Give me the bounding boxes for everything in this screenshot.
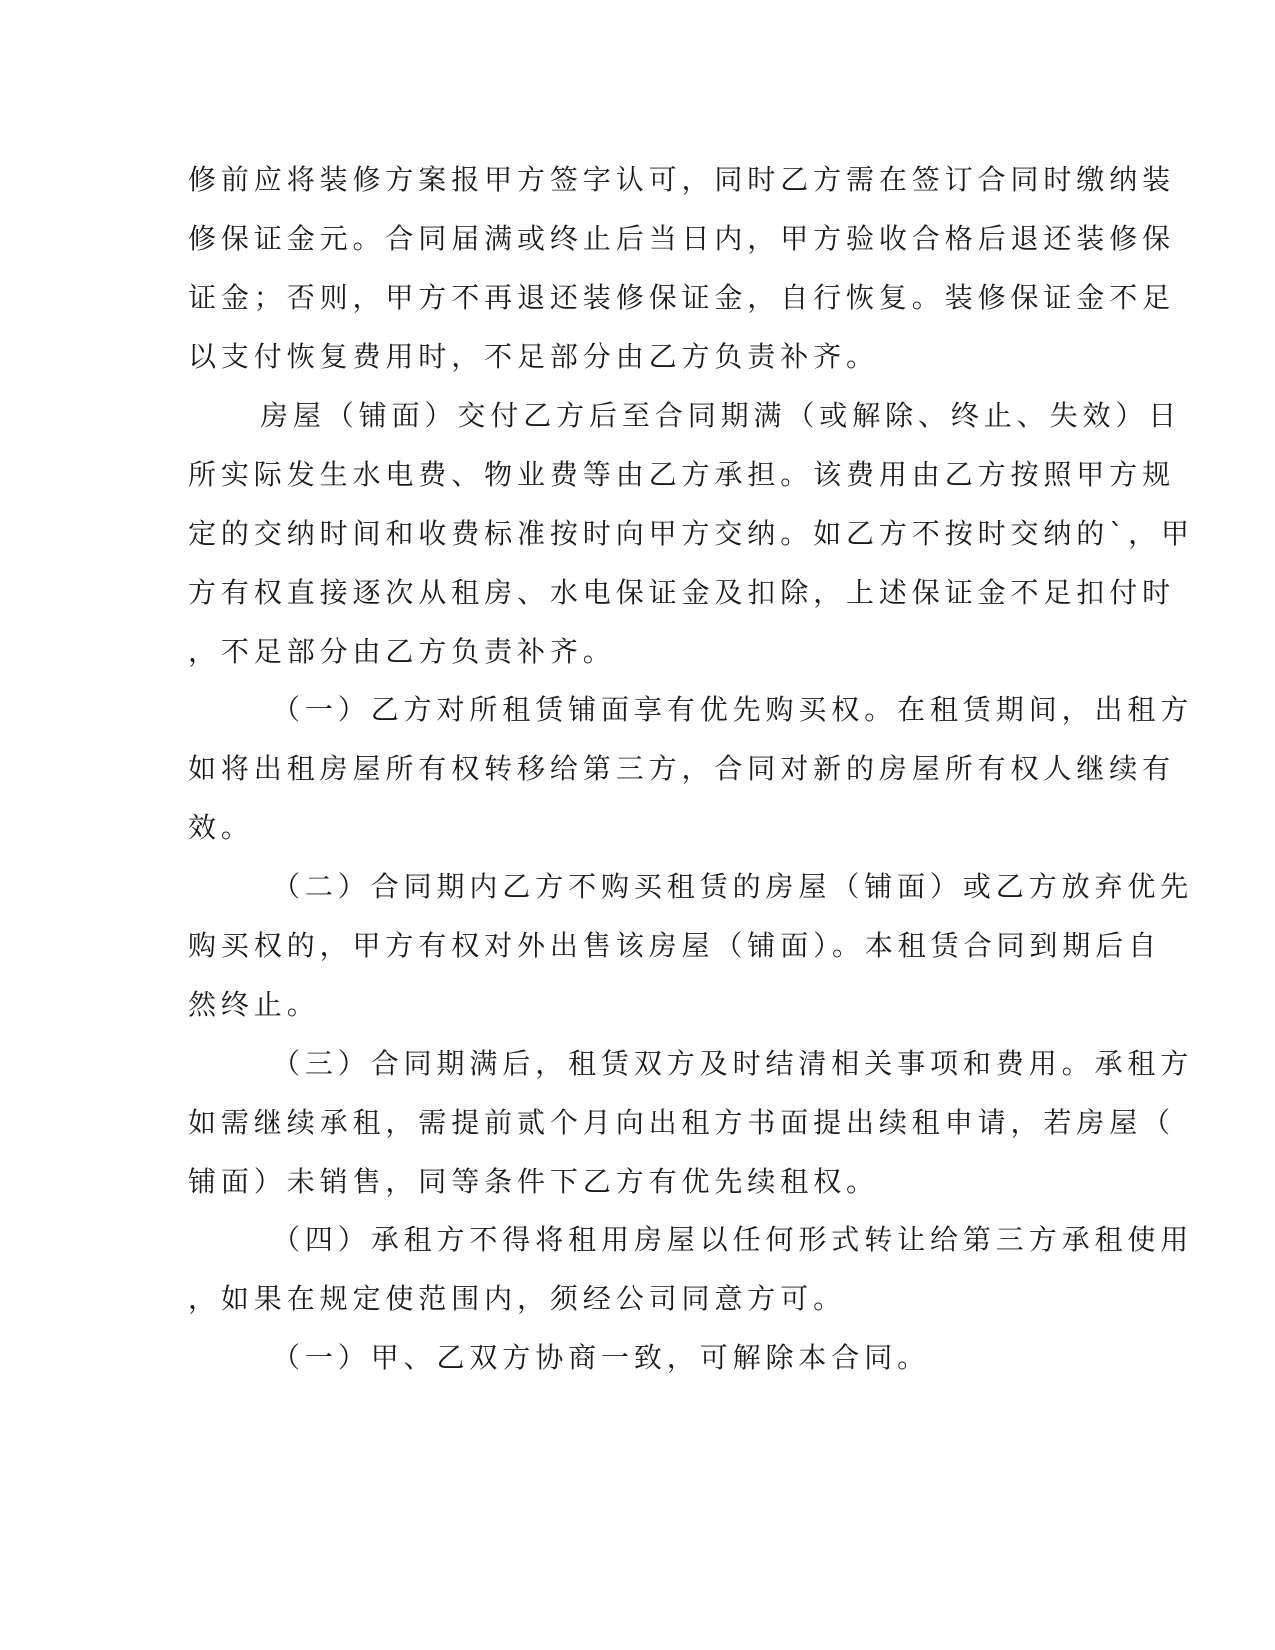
text-line: 购买权的，甲方有权对外出售该房屋（铺面）。本租赁合同到期后自 — [188, 929, 1162, 962]
paragraph-first-line: （一）甲、乙双方协商一致，可解除本合同。 — [272, 1341, 931, 1374]
text-line: ，不足部分由乙方负责补齐。 — [188, 635, 616, 668]
text-line: 然终止。 — [188, 988, 320, 1021]
text-line: 铺面）未销售，同等条件下乙方有优先续租权。 — [188, 1165, 879, 1198]
text-line: 如需继续承租，需提前贰个月向出租方书面提出续租申请，若房屋（ — [188, 1106, 1176, 1139]
text-line: 效。 — [188, 811, 254, 844]
text-line: 以支付恢复费用时，不足部分由乙方负责补齐。 — [188, 340, 879, 373]
paragraph-first-line: 房屋（铺面）交付乙方后至合同期满（或解除、终止、失效）日 — [260, 399, 1182, 432]
text-line: 所实际发生水电费、物业费等由乙方承担。该费用由乙方按照甲方规 — [188, 458, 1176, 491]
text-line: ，如果在规定使范围内，须经公司同意方可。 — [188, 1282, 847, 1315]
text-line: 定的交纳时间和收费标准按时向甲方交纳。如乙方不按时交纳的`，甲 — [188, 517, 1194, 550]
paragraph-first-line: （三）合同期满后，租赁双方及时结清相关事项和费用。承租方 — [272, 1047, 1194, 1080]
text-line: 修前应将装修方案报甲方签字认可，同时乙方需在签订合同时缴纳装 — [188, 163, 1176, 196]
paragraph-first-line: （一）乙方对所租赁铺面享有优先购买权。在租赁期间，出租方 — [272, 693, 1194, 726]
text-line: 如将出租房屋所有权转移给第三方，合同对新的房屋所有权人继续有 — [188, 752, 1176, 785]
paragraph-first-line: （四）承租方不得将租用房屋以任何形式转让给第三方承租使用 — [272, 1223, 1194, 1256]
text-line: 修保证金元。合同届满或终止后当日内，甲方验收合格后退还装修保 — [188, 222, 1176, 255]
text-line: 方有权直接逐次从租房、水电保证金及扣除，上述保证金不足扣付时 — [188, 576, 1176, 609]
text-line: 证金；否则，甲方不再退还装修保证金，自行恢复。装修保证金不足 — [188, 281, 1176, 314]
paragraph-first-line: （二）合同期内乙方不购买租赁的房屋（铺面）或乙方放弃优先 — [272, 870, 1194, 903]
